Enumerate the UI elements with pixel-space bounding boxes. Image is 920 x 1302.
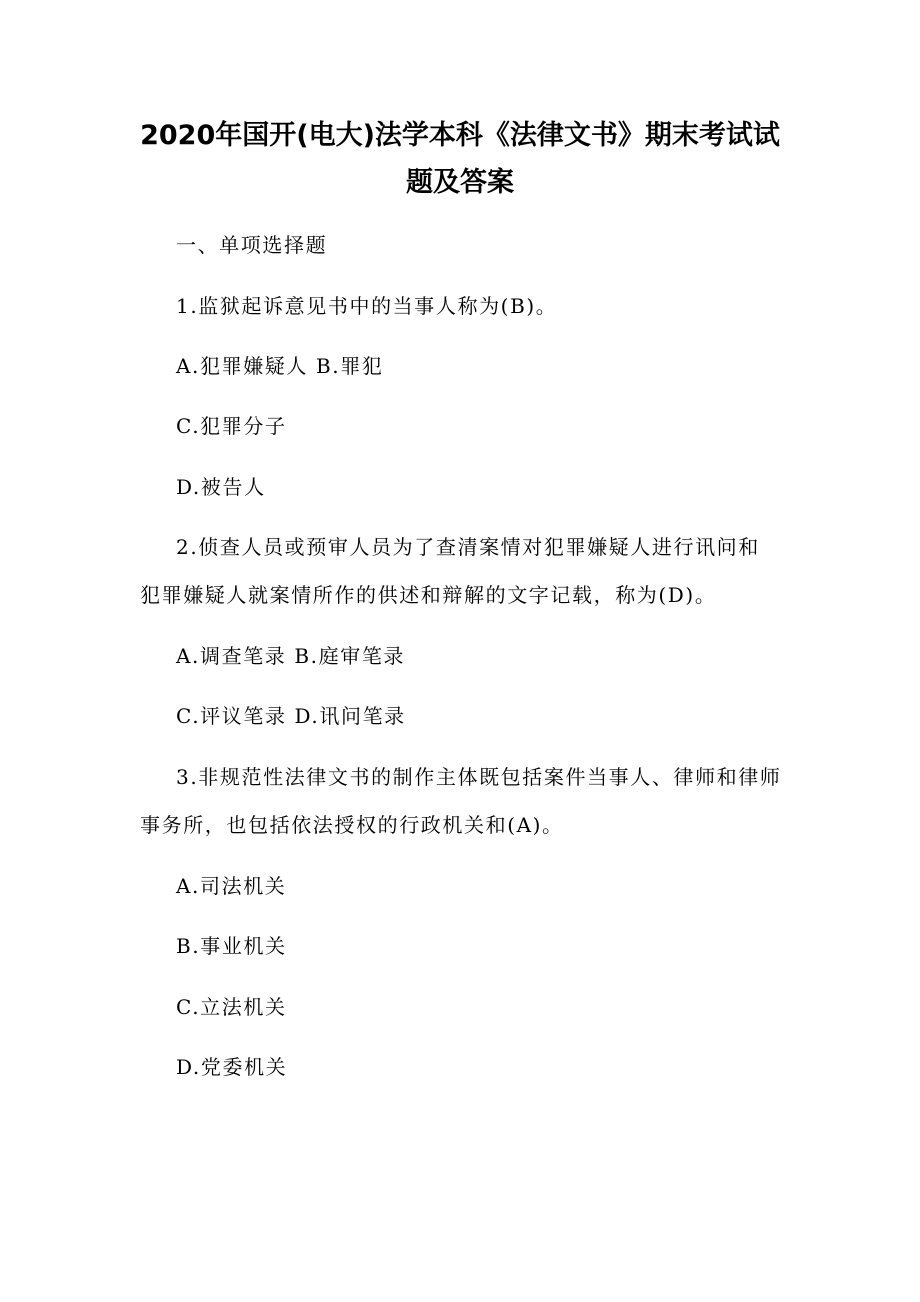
question-1-options-ab: A.犯罪嫌疑人 B.罪犯 [176,354,384,378]
question-2-stem-line-2: 犯罪嫌疑人就案情所作的供述和辩解的文字记载，称为(D)。 [140,583,717,607]
question-3-option-a: A.司法机关 [176,874,287,898]
question-3-option-d: D.党委机关 [176,1055,288,1079]
question-3-option-c: C.立法机关 [176,995,287,1019]
question-2-options-cd: C.评议笔录 D.讯问笔录 [176,704,406,728]
document-title-line-1: 2020年国开(电大)法学本科《法律文书》期末考试试 [140,120,780,151]
question-2-options-ab: A.调查笔录 B.庭审笔录 [176,644,406,668]
question-3-stem-line-2: 事务所，也包括依法授权的行政机关和(A)。 [140,813,564,837]
question-1-option-d: D.被告人 [176,475,266,499]
question-3-stem-line-1: 3.非规范性法律文书的制作主体既包括案件当事人、律师和律师 [176,765,782,789]
question-2-stem-line-1: 2.侦查人员或预审人员为了查清案情对犯罪嫌疑人进行讯问和 [176,535,760,559]
question-1-option-c: C.犯罪分子 [176,414,287,438]
document-title-line-2: 题及答案 [406,167,514,198]
section-heading: 一、单项选择题 [176,233,328,257]
question-3-option-b: B.事业机关 [176,934,287,958]
question-1-stem: 1.监狱起诉意见书中的当事人称为(B)。 [176,294,558,318]
